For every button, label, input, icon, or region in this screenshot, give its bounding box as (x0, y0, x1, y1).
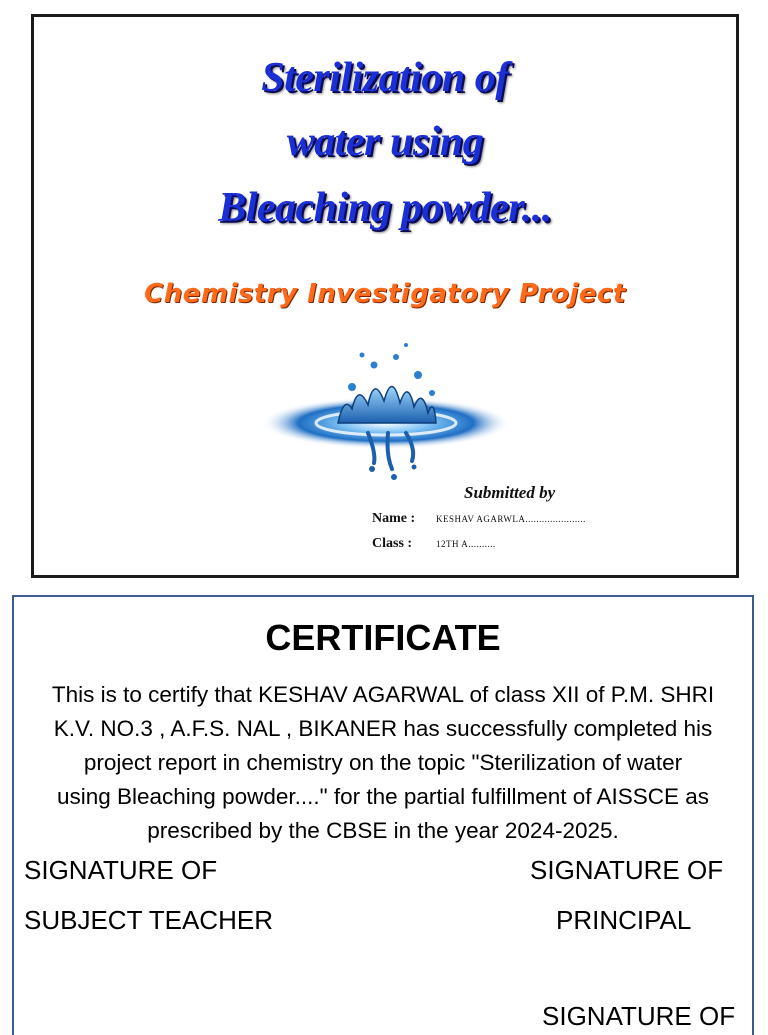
name-label: Name : (372, 511, 416, 526)
principal-signature-role: PRINCIPAL (556, 905, 692, 935)
cover-title-line-3: Bleaching powder... (218, 185, 552, 231)
teacher-signature-label: SIGNATURE OF (24, 855, 218, 885)
certificate-body-line: This is to certify that KESHAV AGARWAL of class XII of P.M. SHRI (51, 682, 715, 707)
name-field (372, 511, 586, 527)
class-field (372, 536, 496, 552)
class-value: 12TH A.......... (436, 539, 496, 549)
certificate-body-line: using Bleaching powder...." for the partial fulfillment of AISSCE as (56, 784, 710, 809)
certificate-page (12, 595, 754, 1035)
certificate-body-line: K.V. NO.3 , A.F.S. NAL , BIKANER has successfully completed his (53, 716, 713, 741)
name-value: KESHAV AGARWLA...................... (436, 514, 586, 524)
teacher-signature-role: SUBJECT TEACHER (24, 905, 273, 935)
water-splash-icon (256, 335, 516, 485)
project-cover-page (31, 14, 739, 578)
certificate-body (14, 678, 752, 848)
certificate-heading: CERTIFICATE (265, 617, 501, 658)
certificate-body-line: project report in chemistry on the topic "Sterilization of water (83, 750, 683, 775)
bottom-signature-label: SIGNATURE OF (542, 1001, 736, 1031)
certificate-body-line: prescribed by the CBSE in the year 2024-2025. (147, 818, 619, 843)
cover-subtitle: Chemistry Investigatory Project (144, 279, 626, 309)
submitted-by-label: Submitted by (464, 483, 556, 502)
cover-title-line-2: water using (286, 119, 484, 165)
principal-signature-label: SIGNATURE OF (530, 855, 724, 885)
class-label: Class : (372, 536, 413, 551)
cover-title-line-1: Sterilization of (261, 55, 509, 101)
